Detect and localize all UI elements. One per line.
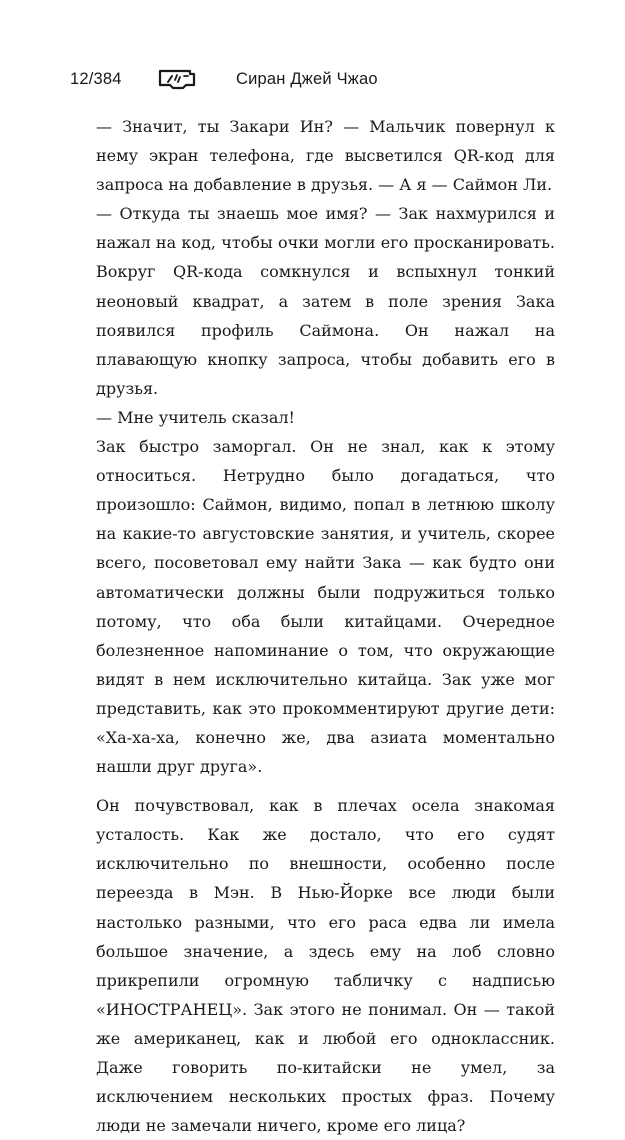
paragraph: Зак быстро заморгал. Он не знал, как к этому относиться. Нетрудно было догадаться, что произошло: Саймон, видимо, попал в летнюю школу на какие-то августовские занятия, и учитель, скорее всего, посоветовал ему найти Зака — как будто они автоматически должны были подружиться только потому, что оба были китайцами. Очередное болезненное напоминание о том, что окружающие видят в нем исключительно китайца. Зак уже мог представить, как это прокомментируют другие дети: «Ха-ха-ха, конечно же, два азиата моментально нашли друг друга». xyxy=(96,437,555,777)
paragraph: — Значит, ты Закари Ин? — Мальчик повернул к нему экран телефона, где высветился QR-код для запроса на добавление в друзья. — А я — Саймон Ли. xyxy=(96,117,555,195)
paragraph: — Мне учитель сказал! xyxy=(96,407,295,427)
book-reader-icon[interactable] xyxy=(156,67,204,91)
page-header xyxy=(70,64,565,94)
book-text xyxy=(96,112,555,1140)
paragraph: Он почувствовал, как в плечах осела знакомая усталость. Как же достало, что его судят исключительно по внешности, особенно после переезда в Мэн. В Нью-Йорке все люди были настолько разными, что его раса едва ли имела большое значение, а здесь ему на лоб словно прикрепили огромную табличку с надписью «ИНОСТРАНЕЦ». Зак этого не понимал. Он — такой же американец, как и любой его одноклассник. Даже говорить по-китайски не умел, за исключением нескольких простых фраз. Почему люди не замечали ничего, кроме его лица? xyxy=(96,796,555,1136)
author-name: Сиран Джей Чжао xyxy=(236,69,378,88)
paragraph: — Откуда ты знаешь мое имя? — Зак нахмурился и нажал на код, чтобы очки могли его просканировать. Вокруг QR-кода сомкнулся и вспыхнул тонкий неоновый квадрат, а затем в поле зрения Зака появился профиль Саймона. Он нажал на плавающую кнопку запроса, чтобы добавить его в друзья. xyxy=(96,204,555,398)
page-counter: 12/384 xyxy=(70,69,122,88)
